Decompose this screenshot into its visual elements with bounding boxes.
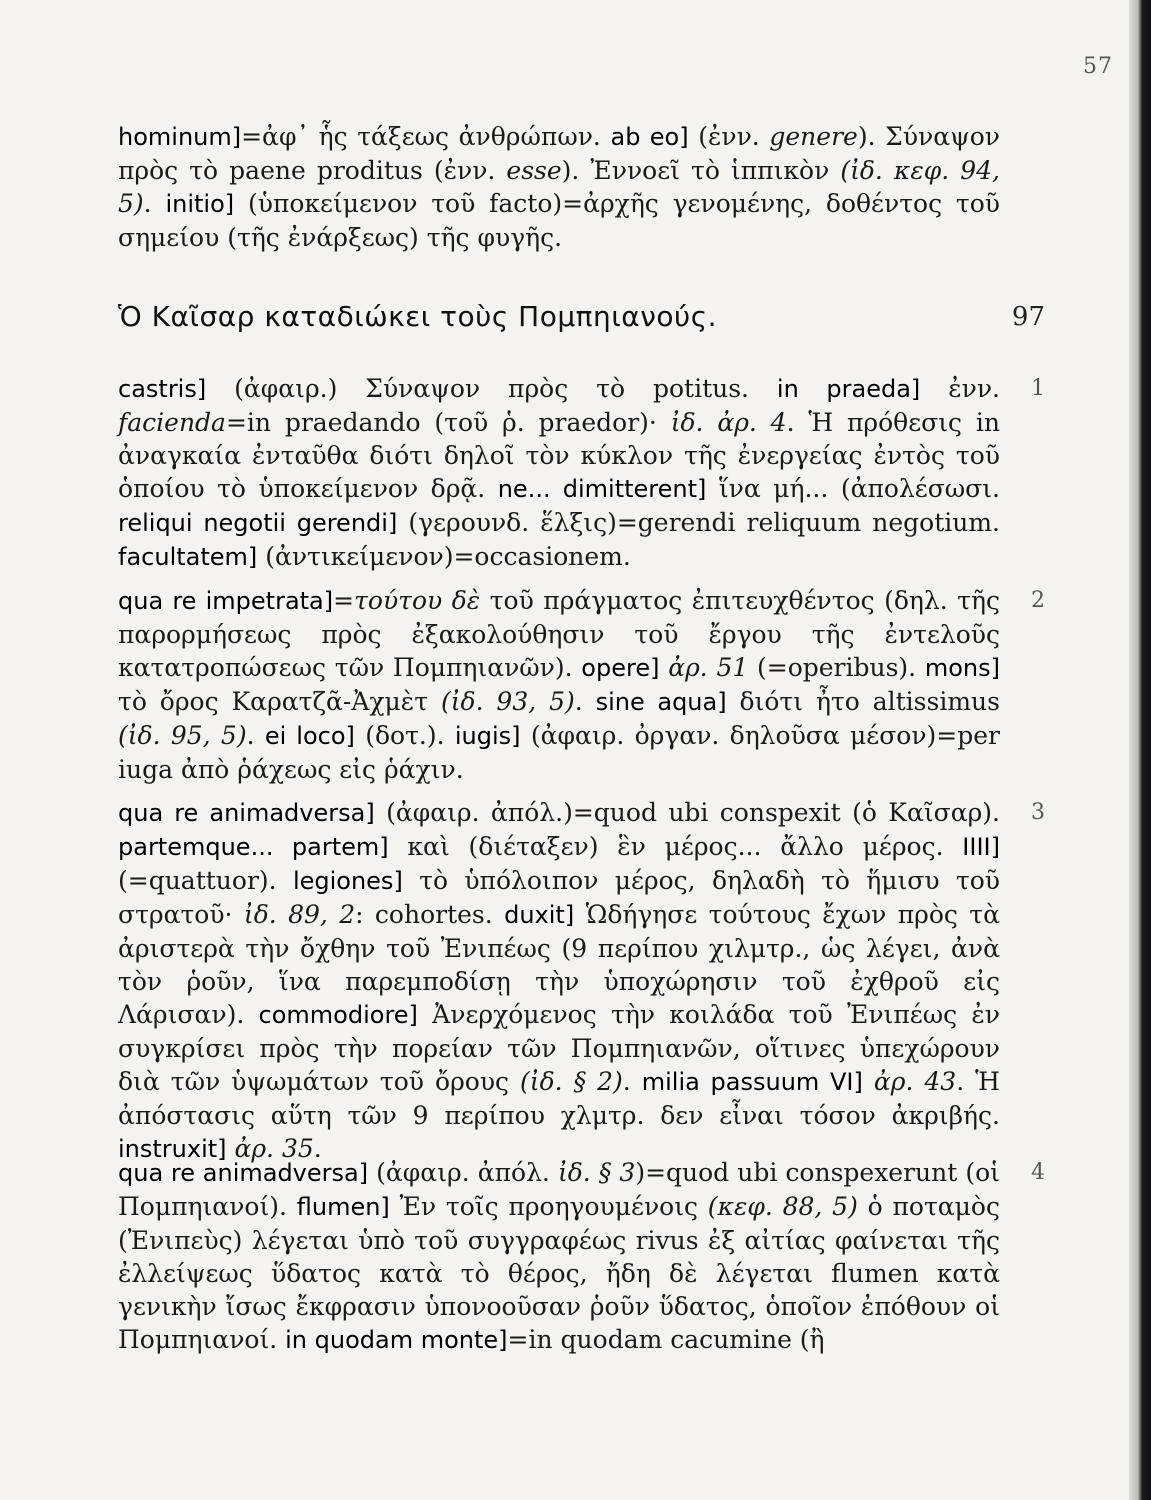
lemma-qua-re-animadversa: qua re animadversa] [118, 799, 375, 827]
italic-ref: esse [506, 156, 562, 185]
gloss: =in quodam cacumine (ἢ [507, 1325, 825, 1354]
italic-ref: ἀρ. 43 [873, 1067, 957, 1096]
margin-number-3: 3 [1031, 800, 1045, 825]
gloss: . Ἡ ἀπόστασις αὕτη τῶν 9 περίπου χλμτρ. δεν εἶναι τόσον ἀκριβής. [118, 1067, 1000, 1130]
page-number: 57 [1083, 54, 1113, 79]
italic-ref: (ἰδ. κεφ. 94, 5) [118, 156, 1001, 218]
gloss: ὁ ποταμὸς (Ἐνιπεὺς) λέγεται ὑπὸ τοῦ συγγραφέως rivus ἐξ αἰτίας φαίνεται τῆς ἐλλείψεως ὕδατος κατὰ τὸ θέρος, ἤδη δὲ λέγεται flumen κατὰ γενικὴν ἴσως ἔκφρασιν ὑπονοοῦσαν ῥοῦν ὕδατος, ὁποῖον ἐπόθουν οἱ Πομπηιανοί. [118, 1192, 1000, 1354]
lemma-initio: initio] [165, 190, 235, 218]
gloss: =ἀφ᾽ ἧς τάξεως ἀνθρώπων. [241, 122, 611, 151]
lemma-opere: opere] [581, 654, 660, 682]
gloss: (ὑποκείμενον τοῦ facto)=ἀρχῆς γενομένης, δοθέντος τοῦ σημείου (τῆς ἐνάρξεως) τῆς φυγῆς. [118, 189, 1000, 252]
gloss [659, 653, 668, 682]
gloss: (ἀφαιρ.) Σύναψον πρὸς τὸ potitus. [206, 374, 777, 403]
gloss: ἐνν. [920, 374, 1000, 403]
gloss: ἵνα μή... (ἀπολέσωσι. [706, 474, 1000, 503]
lemma-qua-re-impetrata: qua re impetrata] [118, 587, 334, 615]
gloss: (ἀντικείμενον)=occasionem. [257, 542, 631, 571]
lemma-flumen: flumen] [296, 1193, 390, 1221]
lemma-ab-eo: ab eo] [610, 123, 689, 151]
italic-ref: τούτου δὲ [354, 586, 481, 615]
gloss: τὸ ὄρος Καρατζᾶ-Ἀχμὲτ [118, 687, 441, 716]
lemma-in-praeda: in praeda] [776, 375, 921, 403]
italic-ref: (ἰδ. 93, 5) [440, 687, 575, 716]
gloss: τὸ ὑπόλοιπον μέρος, δηλαδὴ τὸ ἥμισυ τοῦ στρατοῦ· [118, 866, 1000, 929]
gloss: ). Σύναψον πρὸς τὸ paene proditus (ἐνν. [118, 122, 1000, 185]
gloss: =in praedando (τοῦ ῥ. praedor)· [225, 408, 671, 437]
gloss: (=operibus). [748, 653, 925, 682]
italic-ref: (ἰδ. § 2) [520, 1067, 623, 1096]
lemma-sine-aqua: sine aqua] [595, 688, 727, 716]
gloss: Ὡδήγησε τούτους ἔχων πρὸς τὰ ἀριστερὰ τὴν ὄχθην τοῦ Ἐνιπέως (9 περίπου χιλμτρ., ὡς λέγει, ἀνὰ τὸν ῥοῦν, ἵνα παρεμποδίσῃ τὴν ὑποχώρησιν τοῦ ἐχθροῦ εἰς Λάρισαν). [118, 900, 1001, 1029]
lemma-reliqui-negotii-gerendi: reliqui negotii gerendi] [118, 509, 398, 537]
gloss: : cohortes. [355, 900, 505, 929]
margin-number-1: 1 [1031, 376, 1045, 401]
section-heading: Ὁ Καῖσαρ καταδιώκει τοὺς Πομπηιανούς. [118, 300, 718, 333]
gloss: . [246, 721, 265, 750]
margin-number-2: 2 [1031, 588, 1045, 613]
italic-ref: facienda [118, 408, 226, 437]
scan-edge-shadow [1129, 0, 1151, 1500]
commentary-paragraph-1 [118, 372, 1000, 574]
gloss: (ἀφαιρ. ἀπόλ.)=quod ubi conspexit (ὁ Καῖσαρ). [374, 798, 1000, 827]
gloss: (ἀφαιρ. ὀργαν. δηλοῦσα μέσον)=per iuga ἀπὸ ῥάχεως εἰς ῥάχιν. [118, 721, 1001, 784]
gloss: τοῦ πράγματος ἐπιτευχθέντος (δηλ. τῆς παρορμήσεως πρὸς ἐξακολούθησιν τοῦ ἔργου τῆς ἐντελοῦς κατατροπώσεως τῶν Πομπηιανῶν). [118, 586, 1000, 682]
italic-ref: (ἰδ. 95, 5) [118, 721, 247, 750]
italic-ref: (κεφ. 88, 5) [707, 1192, 858, 1221]
gloss: Ἀνερχόμενος τὴν κοιλάδα τοῦ Ἐνιπέως ἐν συγκρίσει πρὸς τὴν πορείαν τῶν Πομπηιανῶν, οἵτινες ὑπεχώρουν διὰ τῶν ὑψωμάτων τοῦ ὄρους [118, 1000, 1000, 1096]
gloss: καὶ (διέταξεν) ἓν μέρος... ἄλλο μέρος. [388, 832, 963, 861]
gloss: . [313, 1134, 322, 1163]
gloss: = [333, 586, 355, 615]
lemma-iugis: iugis] [454, 722, 521, 750]
gloss: ). Ἐννοεῖ τὸ ἱππικὸν [561, 156, 841, 185]
lemma-legiones: legiones] [292, 867, 403, 895]
lemma-mons: mons] [924, 654, 1000, 682]
gloss: (γερουνδ. ἕλξις)=gerendi reliquum negotium. [397, 508, 1000, 537]
italic-ref: genere [769, 122, 858, 151]
lemma-facultatem: facultatem] [118, 543, 258, 571]
margin-number-4: 4 [1031, 1160, 1045, 1185]
italic-ref: ἀρ. 35 [234, 1134, 314, 1163]
italic-ref: ἰδ. ἀρ. 4 [670, 408, 787, 437]
lemma-iiii: IIII] [962, 833, 1000, 861]
gloss: διότι ἦτο altissimus [726, 687, 1000, 716]
lemma-duxit: duxit] [504, 901, 575, 929]
lemma-milia-passuum: milia passuum VI] [641, 1068, 863, 1096]
lemma-in-quodam-monte: in quodam monte] [285, 1326, 508, 1354]
gloss: (ἀφαιρ. ἀπόλ. [368, 1158, 558, 1187]
italic-ref: ἀρ. 51 [668, 653, 749, 682]
lemma-partemque-partem: partemque... partem] [118, 833, 389, 861]
intro-paragraph [118, 120, 1000, 254]
gloss: (δοτ.). [354, 721, 455, 750]
gloss: (ἐνν. [688, 122, 770, 151]
italic-ref: ἰδ. 89, 2 [243, 900, 356, 929]
commentary-paragraph-2 [118, 584, 1000, 786]
lemma-hominum: hominum] [118, 123, 242, 151]
gloss [863, 1067, 874, 1096]
gloss: (=quattuor). [118, 866, 293, 895]
gloss: . Ἡ πρόθεσις in ἀναγκαία ἐνταῦθα διότι δηλοῖ τὸν κύκλον τῆς ἐνεργείας ἐντὸς τοῦ ὁποίου τὸ ὑποκείμενον δρᾷ. [118, 408, 1000, 503]
section-number: 97 [1011, 302, 1045, 332]
gloss: . [622, 1067, 642, 1096]
commentary-paragraph-3 [118, 796, 1000, 1166]
gloss: . [574, 687, 596, 716]
lemma-castris: castris] [118, 375, 207, 403]
lemma-qua-re-animadversa: qua re animadversa] [118, 1159, 369, 1187]
lemma-instruxit: instruxit] [118, 1135, 227, 1163]
lemma-commodiore: commodiore] [258, 1001, 418, 1029]
commentary-paragraph-4 [118, 1156, 1000, 1357]
italic-ref: ἰδ. § 3 [557, 1158, 636, 1187]
gloss: )=quod ubi conspexerunt (οἱ Πομπηιανοί). [118, 1158, 1000, 1221]
lemma-ne-dimitterent: ne... dimitterent] [497, 475, 707, 503]
gloss: . [143, 189, 166, 218]
gloss: Ἐν τοῖς προηγουμένοις [389, 1192, 708, 1221]
lemma-ei-loco: ei loco] [264, 722, 355, 750]
